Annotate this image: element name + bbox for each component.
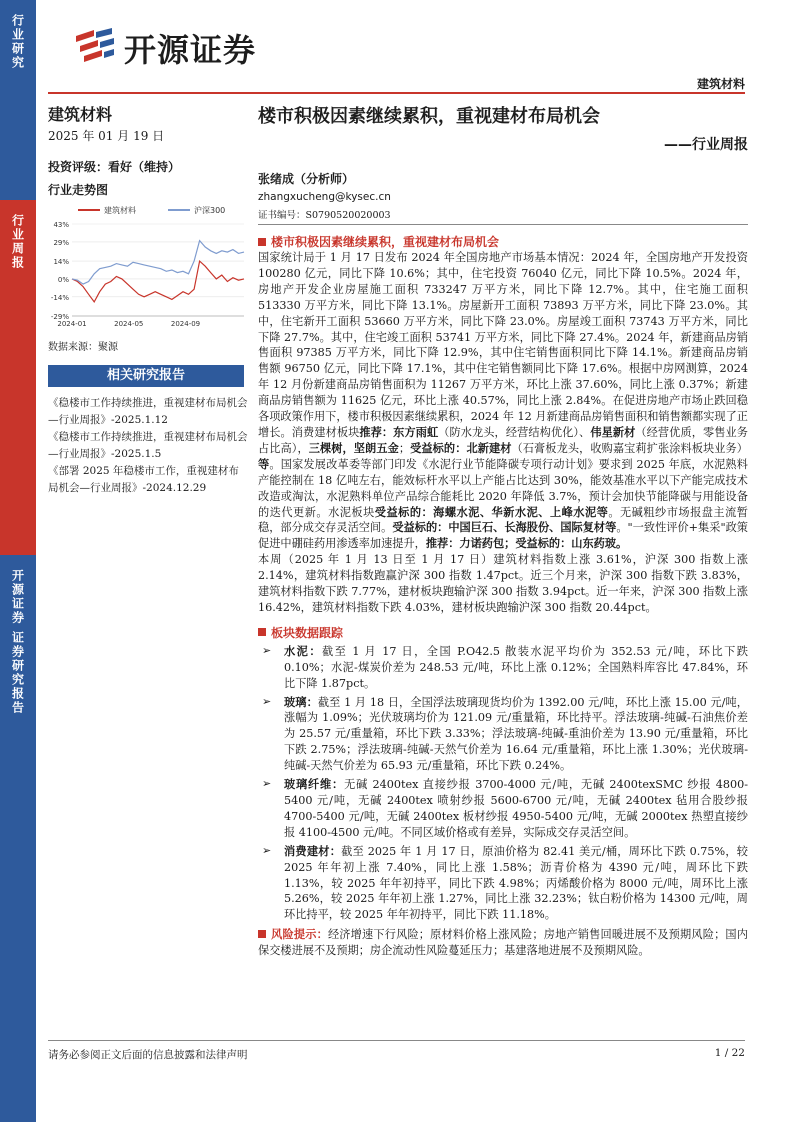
- related-reports-header: 相关研究报告: [48, 365, 244, 387]
- legend-label: 建筑材料: [104, 206, 136, 215]
- footer-divider: [48, 1040, 745, 1041]
- y-tick-label: -14%: [50, 293, 69, 302]
- x-tick-label: 2024-09: [170, 320, 201, 328]
- square-bullet-icon: [258, 628, 266, 636]
- square-bullet-icon: [258, 930, 266, 938]
- market-performance-paragraph: 本周（2025 年 1 月 13 日至 1 月 17 日）建筑材料指数上涨 3.61%，沪深 300 指数上涨 2.14%，建筑材料指数跑赢沪深 300 指数 1.47pct。近三个月来，沪深 300 指数下跌 3.83%，建筑材料指数下跌 7.77%，建材板块跑输沪深 300 指数 3.94pct。近一年来，沪深 300 指数上涨 16.42%，建筑材料指数下跌 4.03%，建材板块跑输沪深 300 指数 20.44pct。: [258, 553, 748, 614]
- trend-chart: [48, 204, 248, 332]
- investment-rating: 投资评级：看好（维持）: [48, 160, 181, 174]
- related-report-item[interactable]: 《稳楼市工作持续推进，重视建材布局机会—行业周报》-2025.1.12: [48, 397, 248, 426]
- y-tick-label: -29%: [50, 313, 69, 321]
- side-band-weekly: 行业周报: [0, 200, 36, 555]
- report-subtitle: ——行业周报: [664, 137, 748, 153]
- section-heading: 板块数据跟踪: [258, 624, 748, 641]
- logo-text: 开源证券: [124, 31, 257, 69]
- risk-warning: 风险提示：经济增速下行风险；原材料价格上涨风险；房地产销售回暖进展不及预期风险；国内保交楼进展不及预期；房企流动性风险蔓延压力；基建落地进展不及预期风险。: [258, 928, 748, 958]
- left-column: [48, 100, 248, 497]
- header-category: 建筑材料: [696, 77, 745, 91]
- arrow-bullet-icon: ➢: [262, 694, 272, 708]
- main-column: [258, 100, 748, 959]
- analyst-email[interactable]: zhangxucheng@kysec.cn: [258, 191, 391, 203]
- arrow-bullet-icon: ➢: [262, 843, 272, 857]
- side-band-industry-research: 行业研究: [0, 0, 36, 200]
- footer-disclaimer: 请务必参阅正文后面的信息披露和法律声明: [48, 1049, 248, 1061]
- y-tick-label: 29%: [53, 238, 69, 247]
- legend-label: 沪深300: [194, 206, 226, 215]
- header-divider: [48, 92, 745, 94]
- square-bullet-icon: [258, 238, 266, 246]
- related-report-item[interactable]: 《稳楼市工作持续推进，重视建材布局机会—行业周报》-2025.1.5: [48, 431, 248, 460]
- report-title: 楼市积极因素继续累积，重视建材布局机会: [258, 106, 600, 127]
- related-reports-list: [48, 395, 248, 497]
- certificate-number: 证书编号：S0790520020003: [258, 207, 748, 225]
- y-tick-label: 14%: [53, 258, 69, 267]
- data-bullet-cement: ➢ 水泥：截至 1 月 17 日，全国 P.O42.5 散装水泥平均价为 352.53 元/吨，环比下跌 0.10%；水泥-煤炭价差为 248.53 元/吨，环比上涨 0.12%；全国熟料库容比 47.84%，环比下降 1.87pct。: [258, 644, 748, 692]
- side-band-brand: 开源证券 证券研究报告: [0, 555, 36, 1122]
- section-heading: 楼市积极因素继续累积，重视建材布局机会: [258, 233, 748, 250]
- series-line: [72, 261, 244, 302]
- data-bullet-consumer-materials: ➢ 消费建材：截至 2025 年 1 月 17 日，原油价格为 82.41 美元/桶，周环比下跌 0.75%，较 2025 年年初上涨 7.40%，同比上涨 1.58%；沥青价格为 4390 元/吨，周环比下跌 1.13%，较 2025 年年初持平，同比下跌 4.98%；丙烯酸价格为 8000 元/吨，周环比上涨 5.26%，较 2025 年年初上涨 1.27%，同比上涨 32.23%；钛白粉价格为 14300 元/吨，周环比持平，较 2025 年年初持平，同比下跌 11.18%。: [258, 844, 748, 924]
- data-bullet-glass: ➢ 玻璃：截至 1 月 18 日，全国浮法玻璃现货均价为 1392.00 元/吨，环比上涨 15.00 元/吨，涨幅为 1.09%；光伏玻璃均价为 121.09 元/重量箱，环比持平。浮法玻璃-纯碱-石油焦价差为 25.57 元/重量箱，环比下跌 3.33%；浮法玻璃-纯碱-重油价差为 13.90 元/重量箱，环比下跌 2.75%；浮法玻璃-纯碱-天然气价差为 16.64 元/重量箱，环比上涨 1.30%；光伏玻璃-纯碱-天然气价差为 65.93 元/重量箱，环比下跌 0.24%。: [258, 695, 748, 775]
- chart-source: 数据来源：聚源: [48, 342, 118, 353]
- y-tick-label: 0%: [57, 275, 69, 284]
- x-tick-label: 2024-01: [57, 320, 87, 328]
- related-report-item[interactable]: 《部署 2025 年稳楼市工作，重视建材布局机会—行业周报》-2024.12.29: [48, 465, 239, 494]
- data-bullet-fiberglass: ➢ 玻璃纤维：无碱 2400tex 直接纱报 3700-4000 元/吨，无碱 2400texSMC 纱报 4800-5400 元/吨，无碱 2400tex 喷射纱报 5600-6700 元/吨，无碱 2400tex 毡用合股纱报 4700-5400 元/吨，无碱 2400tex 板材纱报 4950-5400 元/吨，无碱 2000tex 热塑直接纱报 4100-4500 元/吨。不同区域价格或有差异，实际成交存灵活空间。: [258, 777, 748, 841]
- y-tick-label: 43%: [53, 221, 69, 229]
- page-number: 1 / 22: [714, 1047, 745, 1059]
- trend-chart-title: 行业走势图: [48, 183, 109, 197]
- summary-paragraph: 国家统计局于 1 月 17 日发布 2024 年全国房地产市场基本情况：2024 年，全国房地产开发投资 100280 亿元，同比下降 10.6%；其中，住宅投资 76040 亿元，同比下降 10.5%。2024 年，房地产开发企业房屋施工面积 733247 万平方米，同比下降 12.7%。其中，住宅施工面积 513330 万平方米，同比下降 13.1%。房屋新开工面积 73893 万平方米，同比下降 23.0%。其中，住宅新开工面积 53660 万平方米，同比下降 23.0%。房屋竣工面积 73743 万平方米，同比下降 27.7%。其中，住宅竣工面积 53741 万平方米，同比下降 27.4%。2024 年，新建商品房销售面积 97385 万平方米，同比下降 12.9%，其中住宅销售面积同比下降 14.1%。新建商品房销售额 96750 亿元，同比下降 17.1%，其中住宅销售额同比下降 17.6%。根据中房网测算，2024 年 12 月份新建商品房销售面积为 11267 万平方米，环比上涨 37.60%，同比上涨 0.37%；新建商品房销售额为 11625 亿元，环比上涨 40.57%，同比上涨 2.84%。在促进房地产市场止跌回稳各项政策作用下，楼市积极因素继续累积，2024 年 12 月新建商品房销售面积和销售额都实现了正增长。消费建材板块推荐：东方雨虹（防水龙头，经营结构优化）、伟星新材（经营优质，零售业务占比高），三棵树，坚朗五金；受益标的：北新建材（石膏板龙头，收购嘉宝莉扩张涂料板块业务）等。国家发展改革委等部门印发《水泥行业节能降碳专项行动计划》要求到 2025 年底，水泥熟料产能控制在 18 亿吨左右，能效标杆水平以上产能占比达到 30%，能效基准水平以下产能完成技术改造或淘汰，水泥熟料单位产品综合能耗比 2020 年降低 3.7%，预计会加快节能降碳与用能设备的迭代更新。水泥板块受益标的：海螺水泥、华新水泥、上峰水泥等。无碱粗纱市场报盘主流暂稳，部分成交存灵活空间。受益标的：中国巨石、长海股份、国际复材等。"一致性评价+集采"政策促进中硼硅药用渗透率加速提升，推荐：力诺药包；受益标的：山东药玻。: [258, 251, 748, 551]
- report-date: 2025 年 01 月 19 日: [48, 129, 165, 143]
- x-tick-label: 2024-05: [114, 320, 144, 328]
- logo-mark-icon: [72, 26, 116, 70]
- company-logo: [72, 24, 312, 72]
- arrow-bullet-icon: ➢: [262, 777, 272, 791]
- analyst-name: 张绪成（分析师）: [258, 172, 355, 186]
- arrow-bullet-icon: ➢: [262, 643, 272, 657]
- sector-name: 建筑材料: [48, 105, 113, 124]
